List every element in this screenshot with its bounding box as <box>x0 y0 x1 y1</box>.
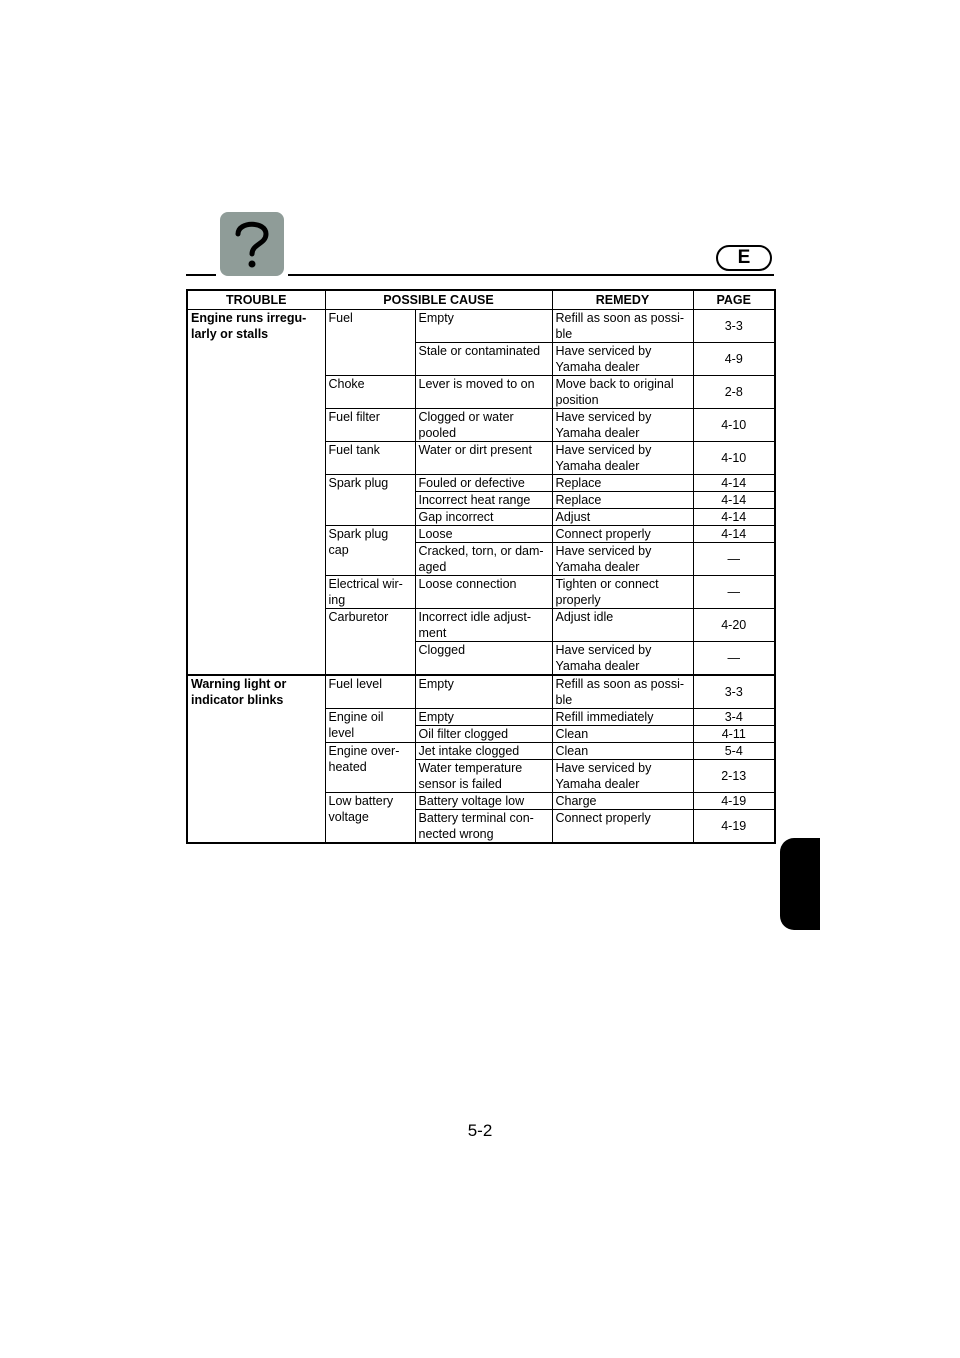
page-cell: 4-14 <box>693 526 775 543</box>
cause-cell: Gap incorrect <box>415 509 552 526</box>
troubleshooting-table-container <box>186 289 774 844</box>
page-cell: 4-20 <box>693 609 775 642</box>
page-cell: 3-3 <box>693 310 775 343</box>
cause-cell: Water or dirt present <box>415 442 552 475</box>
trouble-cell: Engine runs irregu- larly or stalls <box>187 310 325 676</box>
cause-cell: Battery terminal con- nected wrong <box>415 810 552 844</box>
remedy-cell: Have serviced by Yamaha dealer <box>552 543 693 576</box>
troubleshooting-table <box>186 289 776 844</box>
cause-cell: Battery voltage low <box>415 793 552 810</box>
part-cell: Carburetor <box>325 609 415 676</box>
page-cell: 4-14 <box>693 475 775 492</box>
language-badge: E <box>716 245 772 271</box>
page-cell: — <box>693 543 775 576</box>
section-tab <box>780 838 820 930</box>
remedy-cell: Have serviced by Yamaha dealer <box>552 760 693 793</box>
remedy-cell: Clean <box>552 743 693 760</box>
table-row <box>187 675 775 709</box>
page-cell: 4-10 <box>693 442 775 475</box>
page-cell: 4-10 <box>693 409 775 442</box>
page-cell: 3-3 <box>693 675 775 709</box>
cause-cell: Loose <box>415 526 552 543</box>
column-header-remedy: REMEDY <box>552 290 693 310</box>
remedy-cell: Have serviced by Yamaha dealer <box>552 343 693 376</box>
part-cell: Spark plug cap <box>325 526 415 576</box>
cause-cell: Clogged or water pooled <box>415 409 552 442</box>
cause-cell: Cracked, torn, or dam- aged <box>415 543 552 576</box>
part-cell: Electrical wir- ing <box>325 576 415 609</box>
remedy-cell: Tighten or connect properly <box>552 576 693 609</box>
column-header-possible-cause: POSSIBLE CAUSE <box>325 290 552 310</box>
part-cell: Fuel tank <box>325 442 415 475</box>
remedy-cell: Have serviced by Yamaha dealer <box>552 409 693 442</box>
header-rule-left <box>186 274 216 276</box>
remedy-cell: Charge <box>552 793 693 810</box>
remedy-cell: Have serviced by Yamaha dealer <box>552 442 693 475</box>
cause-cell: Stale or contaminated <box>415 343 552 376</box>
cause-cell: Fouled or defective <box>415 475 552 492</box>
table-row <box>187 310 775 343</box>
cause-cell: Water temperature sensor is failed <box>415 760 552 793</box>
remedy-cell: Adjust idle <box>552 609 693 642</box>
remedy-cell: Replace <box>552 492 693 509</box>
trouble-cell: Warning light or indicator blinks <box>187 675 325 843</box>
remedy-cell: Refill as soon as possi- ble <box>552 675 693 709</box>
page-cell: 4-14 <box>693 492 775 509</box>
page-cell: — <box>693 576 775 609</box>
remedy-cell: Connect properly <box>552 810 693 844</box>
remedy-cell: Clean <box>552 726 693 743</box>
cause-cell: Oil filter clogged <box>415 726 552 743</box>
cause-cell: Empty <box>415 709 552 726</box>
cause-cell: Incorrect idle adjust- ment <box>415 609 552 642</box>
header-rule <box>288 274 774 276</box>
remedy-cell: Replace <box>552 475 693 492</box>
remedy-cell: Move back to original position <box>552 376 693 409</box>
remedy-cell: Have serviced by Yamaha dealer <box>552 642 693 676</box>
part-cell: Fuel <box>325 310 415 376</box>
cause-cell: Empty <box>415 675 552 709</box>
part-cell: Engine over- heated <box>325 743 415 793</box>
page-cell: — <box>693 642 775 676</box>
cause-cell: Incorrect heat range <box>415 492 552 509</box>
cause-cell: Lever is moved to on <box>415 376 552 409</box>
remedy-cell: Refill immediately <box>552 709 693 726</box>
question-mark-icon <box>220 212 284 276</box>
column-header-page: PAGE <box>693 290 775 310</box>
page-cell: 2-13 <box>693 760 775 793</box>
page-cell: 5-4 <box>693 743 775 760</box>
column-header-trouble: TROUBLE <box>187 290 325 310</box>
page-cell: 3-4 <box>693 709 775 726</box>
part-cell: Choke <box>325 376 415 409</box>
cause-cell: Clogged <box>415 642 552 676</box>
remedy-cell: Adjust <box>552 509 693 526</box>
page-cell: 4-11 <box>693 726 775 743</box>
cause-cell: Loose connection <box>415 576 552 609</box>
cause-cell: Empty <box>415 310 552 343</box>
part-cell: Fuel filter <box>325 409 415 442</box>
page-cell: 4-14 <box>693 509 775 526</box>
remedy-cell: Connect properly <box>552 526 693 543</box>
page-cell: 2-8 <box>693 376 775 409</box>
part-cell: Engine oil level <box>325 709 415 743</box>
page-cell: 4-9 <box>693 343 775 376</box>
cause-cell: Jet intake clogged <box>415 743 552 760</box>
table-header-row <box>187 290 775 310</box>
part-cell: Fuel level <box>325 675 415 709</box>
remedy-cell: Refill as soon as possi- ble <box>552 310 693 343</box>
page-cell: 4-19 <box>693 810 775 844</box>
page-number: 5-2 <box>467 1121 493 1140</box>
page-cell: 4-19 <box>693 793 775 810</box>
part-cell: Low battery voltage <box>325 793 415 844</box>
part-cell: Spark plug <box>325 475 415 526</box>
